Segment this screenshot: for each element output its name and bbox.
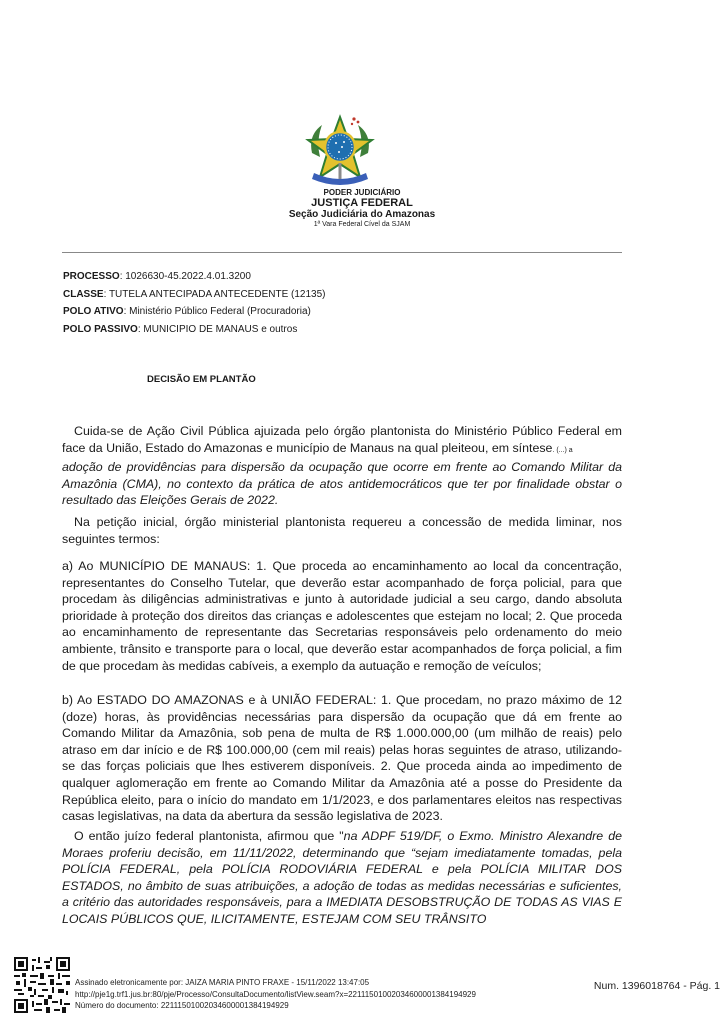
polo-ativo-row [63, 303, 326, 321]
paragraph-5 [62, 828, 622, 928]
header-section: Seção Judiciária do Amazonas [288, 209, 436, 220]
signature-block [75, 977, 476, 1012]
signature-footer [0, 950, 724, 1024]
qr-code-icon[interactable] [14, 957, 70, 1013]
header-branch: PODER JUDICIÁRIO [323, 188, 401, 197]
processo-label: PROCESSO [63, 271, 120, 282]
paragraph-1-ellipsis: . (...) a [552, 446, 573, 454]
paragraph-2 [62, 514, 622, 547]
paragraph-4 [62, 692, 622, 825]
paragraph-3 [62, 558, 622, 674]
polo-passivo-value: : MUNICIPIO DE MANAUS e outros [137, 323, 298, 335]
document-number: Número do documento: 22111501002034600001384194929 [75, 1001, 289, 1010]
classe-row [63, 286, 326, 304]
court-header [0, 188, 724, 229]
paragraph-5-quote: na ADPF 519/DF, o Exmo. Ministro Alexandre de Moraes proferiu decisão, em 11/11/2022, determinando que “sejam imediatamente tomadas, pela POLÍCIA FEDERAL, pela POLÍCIA RODOVIÁRIA FEDERAL e pela POLÍCIA MILITAR DOS ESTADOS, no âmbito de suas atribuições, a adoção de todas as medidas necessárias e suficientes, a critério das autoridades responsáveis, para a IMEDIATA DESOBSTRUÇÃO DE TODAS AS VIAS E LOCAIS PÚBLICOS QUE, ILICITAMENTE, ESTEJAM COM SEU TRÂNSITO [62, 829, 622, 926]
paragraph-4-text: b) Ao ESTADO DO AMAZONAS e à UNIÃO FEDERAL: 1. Que procedam, no prazo máximo de 12 (doze) horas, às providências necessárias para dispersão da ocupação que dá em frente ao Comando Militar da Amazônia, sob pena de multa de R$ 1.000.000,00 (um milhão de reais) pelo atraso em dar início e de R$ 100.000,00 (cem mil reais) pelas horas seguintes de atraso, utilizando-se das forças policiais que lhes estiverem disponíveis. 2. Que proceda ainda ao impedimento de qualquer aglomeração em frente ao Comando Militar da Amazônia até a posse do Presidente da República eleito, para o início do mandato em 1/1/2023, e dos parlamentares eleitos nas respectivas casas legislativas, na data da abertura da sessão legislativa de 2023. [62, 693, 622, 824]
classe-label: CLASSE [63, 288, 104, 300]
paragraph-2-text: Na petição inicial, órgão ministerial plantonista requereu a concessão de medida liminar, nos seguintes termos: [62, 515, 622, 546]
paragraph-1-quote: adoção de providências para dispersão da ocupação que ocorre em frente ao Comando Militar da Amazônia (CMA), no contexto da prática de atos antidemocráticos que ter por finalidade obstar o resultado das Eleições Gerais de 2022. [62, 460, 622, 508]
processo-row [63, 268, 326, 286]
polo-passivo-row [63, 321, 326, 339]
page-number: Num. 1396018764 - Pág. 1 [593, 980, 720, 992]
coat-of-arms-icon [302, 113, 378, 189]
verification-url[interactable]: http://pje1g.trf1.jus.br:80/pje/Processo/ConsultaDocumento/listView.seam?x=22111501002034600001384194929 [75, 989, 476, 999]
polo-ativo-label: POLO ATIVO [63, 306, 124, 317]
document-title: DECISÃO EM PLANTÃO [147, 374, 256, 385]
classe-value: : TUTELA ANTECIPADA ANTECEDENTE (12135) [103, 288, 326, 300]
polo-passivo-label: POLO PASSIVO [63, 323, 138, 335]
header-divider [62, 252, 622, 253]
polo-ativo-value: : Ministério Público Federal (Procuradoria) [123, 306, 311, 317]
case-metadata [63, 268, 326, 338]
paragraph-1 [62, 423, 622, 509]
paragraph-3-text: a) Ao MUNICÍPIO DE MANAUS: 1. Que proceda ao encaminhamento ao local da concentração, representantes do Conselho Tutelar, que deverão estar acompanhado de força policial, para que procedam às diligências administrativas e junto à autoridade judicial a seu cargo, dando absoluta prioridade à proteção dos direitos das crianças e adolescentes que estejam no local; 2. Que proceda ao encaminhamento de representante das Secretarias responsáveis pelo ordenamento do meio ambiente, trânsito e transporte para o local, que deverão estar acompanhados de força policial, a fim de que procedam às medidas cabíveis, a exemplo da autuação e remoção de veículos; [62, 559, 622, 673]
paragraph-1-text: Cuida-se de Ação Civil Pública ajuizada pelo órgão plantonista do Ministério Público Federal em face da União, Estado do Amazonas e município de Manaus na qual pleiteou, em síntese [62, 424, 622, 455]
header-court: JUSTIÇA FEDERAL [311, 197, 413, 209]
processo-value: : 1026630-45.2022.4.01.3200 [119, 271, 251, 282]
paragraph-5-text: O então juízo federal plantonista, afirmou que " [74, 829, 344, 843]
header-court-unit: 1ª Vara Federal Cível da SJAM [313, 221, 411, 228]
signed-by: Assinado eletronicamente por: JAIZA MARIA PINTO FRAXE - 15/11/2022 13:47:05 [75, 978, 370, 987]
